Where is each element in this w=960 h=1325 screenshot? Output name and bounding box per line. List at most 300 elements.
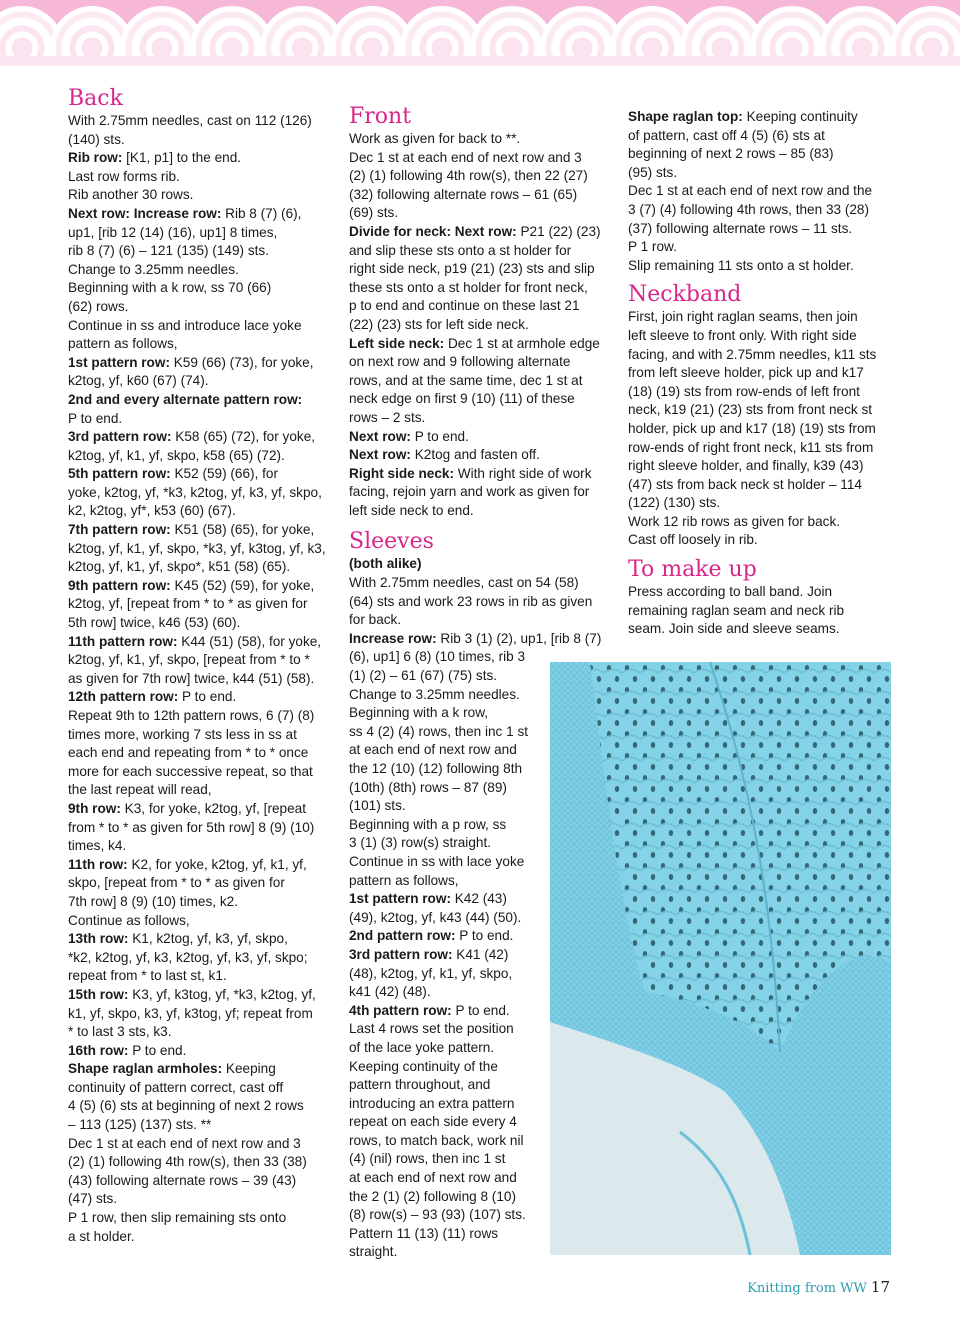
instruction-line	[68, 1209, 326, 1228]
instruction-line	[68, 577, 326, 596]
instruction-text: k41 (42) (48).	[349, 984, 431, 1000]
instruction-text: introducing an extra pattern	[349, 1095, 515, 1111]
instruction-label: 3rd pattern row:	[349, 946, 453, 962]
instruction-line	[349, 223, 601, 242]
sweater-photo	[550, 662, 891, 1255]
instruction-text: (43) following alternate rows – 39 (43)	[68, 1172, 297, 1188]
instruction-line	[68, 447, 326, 466]
instruction-line	[68, 614, 326, 633]
instruction-text: k2tog, yf, k1, yf, skpo*, k51 (58) (65).	[68, 559, 291, 575]
instruction-text: facing, rejoin yarn and work as given for	[349, 484, 590, 500]
instruction-text: (2) (1) following 4th row(s), then 22 (27)	[349, 168, 588, 184]
instruction-line	[68, 317, 326, 336]
instruction-text: rows – 2 sts.	[349, 409, 426, 425]
instruction-text: Keeping	[222, 1061, 276, 1077]
instruction-text: P to end.	[410, 428, 469, 444]
instruction-label: 9th row:	[68, 800, 121, 816]
instruction-text: – 113 (125) (137) sts. **	[68, 1117, 212, 1133]
instruction-line	[68, 893, 326, 912]
instruction-text: Dec 1 st at each end of next row and 3	[349, 149, 582, 165]
instruction-line	[68, 1005, 326, 1024]
instruction-line	[68, 149, 326, 168]
instruction-text: Keeping continuity	[742, 109, 858, 124]
instruction-text: on next row and 9 following alternate	[349, 354, 571, 370]
instruction-text: P to end.	[128, 1042, 187, 1058]
instruction-text: Pattern 11 (13) (11) rows	[349, 1225, 499, 1241]
instruction-text: K45 (52) (59), for yoke,	[170, 577, 315, 593]
instruction-line	[68, 1042, 326, 1061]
instruction-text: pattern throughout, and	[349, 1077, 491, 1093]
instruction-text: Beginning with a p row, ss	[349, 816, 507, 832]
instruction-line	[68, 1190, 326, 1209]
instruction-text: remaining raglan seam and neck rib	[628, 602, 845, 618]
instruction-text: Beginning with a k row,	[349, 705, 489, 721]
instruction-text: K42 (43)	[450, 891, 507, 907]
instruction-line	[628, 513, 876, 532]
instruction-line	[68, 781, 326, 800]
instruction-text: for back.	[349, 612, 402, 628]
instruction-label: 5th pattern row:	[68, 466, 171, 482]
instruction-line	[68, 521, 326, 540]
instruction-line	[68, 1135, 326, 1154]
instruction-line	[628, 220, 876, 239]
instruction-text: Work as given for back to **.	[349, 131, 521, 146]
instruction-text: 5th row] twice, k46 (53) (60).	[68, 615, 241, 631]
raglan-top-instructions	[628, 108, 876, 275]
instruction-text: (6), up1] 6 (8) (10 times, rib 3	[349, 649, 526, 665]
instruction-line	[68, 168, 326, 187]
instruction-text: (47) sts.	[68, 1191, 118, 1207]
instruction-text: (69) sts.	[349, 205, 399, 221]
instruction-line	[349, 446, 601, 465]
instruction-text: With 2.75mm needles, cast on 112 (126)	[68, 113, 312, 128]
instruction-text: right side neck, p19 (21) (23) sts and slip	[349, 261, 595, 277]
instruction-text: Last row forms rib.	[68, 168, 180, 184]
instruction-text: the last repeat will read,	[68, 782, 212, 798]
instruction-line	[68, 1097, 326, 1116]
instruction-text: at each end of next row and	[349, 742, 517, 758]
instruction-text: pattern as follows,	[349, 872, 459, 888]
instruction-text: (37) following alternate rows – 11 sts.	[628, 220, 853, 236]
make-up-instructions	[628, 583, 876, 639]
instruction-label: Divide for neck: Next row:	[349, 223, 517, 239]
instruction-text: from * to * as given for 5th row] 8 (9) (10)	[68, 819, 315, 835]
page-number: 17	[870, 1278, 890, 1296]
instruction-line	[628, 439, 876, 458]
instruction-line	[628, 620, 876, 639]
instruction-line	[628, 457, 876, 476]
instruction-text: Rib 8 (7) (6),	[221, 205, 302, 221]
instruction-line	[628, 145, 876, 164]
instruction-label: 3rd pattern row:	[68, 429, 172, 445]
instruction-line	[68, 428, 326, 447]
heading-front: Front	[349, 104, 412, 129]
instruction-label: 1st pattern row:	[349, 891, 451, 907]
instruction-text: k2tog, yf, k60 (67) (74).	[68, 373, 209, 389]
instruction-line	[68, 410, 326, 429]
instruction-text: k2tog, yf, [repeat from * to * as given for	[68, 596, 308, 612]
instruction-text: (32) following alternate rows – 61 (65)	[349, 186, 578, 202]
instruction-text: yoke, k2tog, yf, *k3, k2tog, yf, k3, yf, skpo,	[68, 484, 322, 500]
instruction-text: times, k4.	[68, 838, 127, 854]
instruction-text: Repeat 9th to 12th pattern rows, 6 (7) (8)	[68, 708, 315, 723]
instruction-line	[68, 912, 326, 931]
instruction-text: rib 8 (7) (6) – 121 (135) (149) sts.	[68, 243, 269, 259]
instruction-text: (140) sts.	[68, 131, 125, 147]
instruction-line	[68, 354, 326, 373]
instruction-line	[628, 602, 876, 621]
instruction-text: right sleeve holder, and finally, k39 (43)	[628, 458, 864, 474]
heading-sleeves: Sleeves	[349, 529, 434, 555]
instruction-text: Rib 3 (1) (2), up1, [rib 8 (7)	[436, 630, 602, 646]
instruction-text: p to end and continue on these last 21	[349, 298, 580, 314]
instruction-text: (18) (19) sts from row-ends of left front	[628, 383, 860, 399]
instruction-line	[68, 186, 326, 205]
instruction-text: straight.	[349, 1244, 398, 1260]
instruction-text: these sts onto a st holder for front neck,	[349, 279, 588, 295]
instruction-label: 9th pattern row:	[68, 577, 171, 593]
instruction-text: Beginning with a k row, ss 70 (66)	[68, 280, 272, 296]
instruction-text: (48), k2tog, yf, k1, yf, skpo,	[349, 965, 513, 981]
instruction-line	[68, 1060, 326, 1079]
instruction-text: K51 (58) (65), for yoke,	[170, 522, 315, 538]
instruction-line	[349, 186, 601, 205]
instruction-text: (10th) (8th) rows – 87 (89)	[349, 779, 507, 795]
instruction-line	[628, 346, 876, 365]
instruction-line	[349, 593, 601, 612]
instruction-line	[68, 763, 326, 782]
column-finishing	[628, 108, 876, 639]
instruction-line	[349, 409, 601, 428]
instruction-label: 13th row:	[68, 931, 129, 947]
instruction-line	[349, 574, 601, 593]
instruction-text: 3 (7) (4) following 4th rows, then 33 (28)	[628, 201, 870, 217]
instruction-label: Right side neck:	[349, 465, 454, 481]
instruction-label: Left side neck:	[349, 335, 445, 351]
instruction-label: Increase row:	[349, 630, 437, 646]
instruction-text: K52 (59) (66), for	[170, 466, 279, 482]
instruction-line	[628, 308, 876, 327]
instruction-label: 2nd and every alternate pattern row:	[68, 391, 303, 407]
instruction-label: 15th row:	[68, 986, 129, 1002]
instruction-text: facing, and with 2.75mm needles, k11 sts	[628, 346, 877, 362]
instruction-line	[68, 465, 326, 484]
instruction-text: P to end.	[451, 1002, 510, 1018]
instruction-line	[68, 502, 326, 521]
instruction-text: [K1, p1] to the end.	[122, 150, 242, 166]
lace-yoke-sweater-photo-icon	[550, 662, 891, 1255]
instruction-line	[628, 420, 876, 439]
instruction-text: up1, [rib 12 (14) (16), up1] 8 times,	[68, 224, 278, 240]
instruction-text: left side neck to end.	[349, 502, 474, 518]
page-footer	[747, 1278, 890, 1296]
instruction-text: Dec 1 st at each end of next row and 3	[68, 1135, 301, 1151]
instruction-text: Change to 3.25mm needles.	[68, 261, 239, 277]
instruction-line	[68, 744, 326, 763]
instruction-text: at each end of next row and	[349, 1170, 517, 1186]
instruction-line	[68, 224, 326, 243]
instruction-text: pattern as follows,	[68, 336, 178, 352]
instruction-line	[349, 167, 601, 186]
instruction-text: With right side of work	[454, 465, 592, 481]
instruction-label: Next row:	[349, 428, 411, 444]
instruction-line	[68, 930, 326, 949]
column-back	[68, 86, 326, 1246]
instruction-line	[628, 127, 876, 146]
instruction-text: K1, k2tog, yf, k3, yf, skpo,	[128, 931, 288, 947]
magazine-name: Knitting from WW	[747, 1281, 867, 1296]
instruction-line	[628, 401, 876, 420]
instruction-text: P to end.	[68, 410, 123, 426]
instruction-text: (1) (2) – 61 (67) (75) sts.	[349, 668, 498, 684]
instruction-text: Keeping continuity of the	[349, 1058, 498, 1074]
instruction-text: of pattern, cast off 4 (5) (6) sts at	[628, 127, 825, 143]
instruction-text: K59 (66) (73), for yoke,	[169, 354, 314, 370]
instruction-text: Continue as follows,	[68, 912, 190, 928]
instruction-text: Rib another 30 rows.	[68, 187, 194, 203]
instruction-text: continuity of pattern correct, cast off	[68, 1079, 284, 1095]
instruction-line	[349, 611, 601, 630]
instruction-line	[68, 131, 326, 150]
instruction-text: more for each successive repeat, so that	[68, 763, 313, 779]
instruction-line	[628, 494, 876, 513]
instruction-line	[68, 372, 326, 391]
instruction-line	[628, 108, 876, 127]
instruction-line	[628, 531, 876, 550]
instruction-line	[349, 353, 601, 372]
instruction-line	[68, 298, 326, 317]
instruction-line	[349, 204, 601, 223]
instruction-line	[68, 1153, 326, 1172]
heading-to-make-up: To make up	[628, 557, 757, 583]
instruction-line	[628, 164, 876, 183]
instruction-text: P 1 row, then slip remaining sts onto	[68, 1210, 287, 1226]
instruction-label: 12th pattern row:	[68, 689, 179, 705]
instruction-text: 7th row] 8 (9) (10) times, k2.	[68, 893, 238, 909]
instruction-label: 11th pattern row:	[68, 633, 178, 649]
instruction-text: repeat on each side every 4	[349, 1114, 517, 1130]
instruction-text: (2) (1) following 4th row(s), then 33 (38)	[68, 1154, 307, 1170]
instruction-line	[628, 383, 876, 402]
instruction-text: Dec 1 st at each end of next row and the	[628, 183, 873, 199]
instruction-text: neck, k19 (21) (23) sts from front neck st	[628, 402, 873, 418]
instruction-text: (64) sts and work 23 rows in rib as given	[349, 593, 593, 609]
instruction-text: beginning of next 2 rows – 85 (83)	[628, 146, 834, 162]
instruction-line	[349, 630, 601, 649]
instruction-line	[68, 800, 326, 819]
instruction-text: K44 (51) (58), for yoke,	[177, 633, 322, 649]
instruction-text: (8) row(s) – 93 (93) (107) sts.	[349, 1207, 526, 1223]
instruction-line	[628, 476, 876, 495]
instruction-line	[68, 1023, 326, 1042]
instruction-text: ss 4 (2) (4) rows, then inc 1 st	[349, 723, 529, 739]
heading-back: Back	[68, 86, 123, 111]
instruction-text: the 12 (10) (12) following 8th	[349, 761, 523, 776]
instruction-line	[349, 483, 601, 502]
instruction-line	[349, 390, 601, 409]
instruction-text: left sleeve to front only. With right side	[628, 327, 857, 343]
instruction-text: (122) (130) sts.	[628, 495, 721, 511]
instruction-text: rows, to match back, work nil	[349, 1132, 524, 1148]
instruction-text: the 2 (1) (2) following 8 (10)	[349, 1188, 516, 1204]
instruction-text: rows, and at the same time, dec 1 st at	[349, 372, 583, 388]
instruction-text: (95) sts.	[628, 164, 678, 180]
instruction-label: Rib row:	[68, 150, 123, 166]
instruction-line	[349, 428, 601, 447]
instruction-line	[68, 1116, 326, 1135]
instruction-text: K3, yf, k3tog, yf, *k3, k2tog, yf,	[128, 986, 316, 1002]
instruction-text: (62) rows.	[68, 298, 129, 314]
instruction-line	[68, 1172, 326, 1191]
instruction-text: (22) (23) sts for left side neck.	[349, 316, 529, 332]
instruction-line	[68, 1228, 326, 1247]
instruction-line	[628, 257, 876, 276]
instruction-line	[349, 555, 601, 574]
instruction-text: Press according to ball band. Join	[628, 584, 833, 600]
instruction-text: P 1 row.	[628, 239, 677, 255]
instruction-text: First, join right raglan seams, then join	[628, 309, 858, 325]
instruction-text: Change to 3.25mm needles.	[349, 686, 520, 702]
instruction-text: K41 (42)	[452, 946, 509, 962]
front-instructions	[349, 130, 601, 520]
instruction-line	[349, 242, 601, 261]
instruction-text: as given for 7th row] twice, k44 (51) (58).	[68, 670, 315, 686]
instruction-line	[68, 595, 326, 614]
instruction-label: 16th row:	[68, 1042, 129, 1058]
instruction-line	[68, 856, 326, 875]
instruction-line	[628, 182, 876, 201]
instruction-text: *k2, k2tog, yf, k3, k2tog, yf, k3, yf, skpo;	[68, 949, 308, 965]
instruction-line	[349, 279, 601, 298]
instruction-text: * to last 3 sts, k3.	[68, 1024, 172, 1040]
instruction-line	[68, 205, 326, 224]
instruction-label: 1st pattern row:	[68, 354, 170, 370]
instruction-text: row-ends of right front neck, k11 sts from	[628, 439, 874, 455]
instruction-line	[68, 670, 326, 689]
instruction-line	[68, 874, 326, 893]
instruction-text: k2tog, yf, k1, yf, skpo, k58 (65) (72).	[68, 447, 285, 463]
instruction-text: With 2.75mm needles, cast on 54 (58)	[349, 575, 579, 591]
instruction-line	[68, 242, 326, 261]
instruction-text: Work 12 rib rows as given for back.	[628, 513, 841, 529]
instruction-label: Shape raglan armholes:	[68, 1061, 223, 1077]
instruction-line	[68, 112, 326, 131]
instruction-text: Slip remaining 11 sts onto a st holder.	[628, 257, 854, 273]
instruction-text: P to end.	[455, 928, 514, 944]
instruction-line	[68, 261, 326, 280]
instruction-line	[68, 633, 326, 652]
instruction-text: times more, working 7 sts less in ss at	[68, 726, 297, 742]
heading-neckband: Neckband	[628, 282, 742, 308]
instruction-line	[68, 688, 326, 707]
instruction-line	[349, 372, 601, 391]
instruction-line	[349, 335, 601, 354]
instruction-text: Continue in ss with lace yoke	[349, 853, 525, 869]
instruction-line	[628, 583, 876, 602]
neckband-instructions	[628, 308, 876, 550]
instruction-line	[68, 949, 326, 968]
instruction-line	[68, 986, 326, 1005]
instruction-text: of the lace yoke pattern.	[349, 1039, 495, 1055]
instruction-text: holder, pick up and k17 (18) (19) sts from	[628, 420, 876, 436]
instruction-line	[68, 279, 326, 298]
instruction-label: Shape raglan top:	[628, 109, 743, 124]
instruction-label: 4th pattern row:	[349, 1002, 452, 1018]
instruction-line	[628, 201, 876, 220]
instruction-text: (47) sts from back neck st holder – 114	[628, 476, 862, 492]
instruction-text: Cast off loosely in rib.	[628, 532, 758, 548]
instruction-line	[68, 1079, 326, 1098]
instruction-text: P to end.	[178, 689, 237, 705]
instruction-text: k2tog, yf, k1, yf, skpo, [repeat from * to *	[68, 652, 310, 668]
instruction-line	[68, 335, 326, 354]
instruction-text: (49), k2tog, yf, k43 (44) (50).	[349, 909, 522, 925]
instruction-text: K58 (65) (72), for yoke,	[171, 429, 316, 445]
instruction-line	[68, 819, 326, 838]
instruction-line	[68, 558, 326, 577]
instruction-text: k2, k2tog, yf*, k53 (60) (67).	[68, 503, 236, 519]
instruction-label: 2nd pattern row:	[349, 928, 456, 944]
instruction-label: Next row: Increase row:	[68, 205, 222, 221]
instruction-text: Continue in ss and introduce lace yoke	[68, 317, 302, 333]
instruction-label: 11th row:	[68, 856, 128, 872]
instruction-text: neck edge on first 9 (10) (11) of these	[349, 391, 575, 407]
instruction-line	[349, 465, 601, 484]
instruction-line	[68, 967, 326, 986]
instruction-text: k2tog, yf, k1, yf, skpo, *k3, yf, k3tog, yf, k3,	[68, 540, 326, 556]
instruction-label: 7th pattern row:	[68, 522, 171, 538]
instruction-line	[68, 540, 326, 559]
instruction-text: (101) sts.	[349, 798, 406, 814]
instruction-text: (4) (nil) rows, then inc 1 st	[349, 1151, 506, 1167]
instruction-text: Last 4 rows set the position	[349, 1021, 514, 1037]
instruction-text: a st holder.	[68, 1228, 135, 1244]
instruction-line	[349, 260, 601, 279]
instruction-line	[68, 837, 326, 856]
instruction-text: each end and repeating from * to * once	[68, 745, 309, 761]
instruction-label: Next row:	[349, 447, 411, 463]
instruction-line	[68, 707, 326, 726]
instruction-text: Dec 1 st at armhole edge	[444, 335, 600, 351]
instruction-label: (both alike)	[349, 556, 422, 572]
lace-border	[0, 0, 960, 66]
instruction-line	[349, 149, 601, 168]
instruction-line	[68, 391, 326, 410]
instruction-line	[349, 130, 601, 149]
back-instructions	[68, 112, 326, 1246]
instruction-text: 3 (1) (3) row(s) straight.	[349, 835, 492, 851]
instruction-line	[68, 484, 326, 503]
instruction-line	[349, 297, 601, 316]
instruction-line	[68, 726, 326, 745]
instruction-line	[349, 316, 601, 335]
instruction-text: 4 (5) (6) sts at beginning of next 2 rows	[68, 1098, 304, 1114]
instruction-text: P21 (22) (23)	[516, 223, 601, 239]
instruction-text: k1, yf, skpo, k3, yf, k3tog, yf; repeat from	[68, 1005, 313, 1021]
instruction-text: K2, for yoke, k2tog, yf, k1, yf,	[127, 856, 307, 872]
instruction-text: skpo, [repeat from * to * as given for	[68, 875, 285, 891]
instruction-text: repeat from * to last st, k1.	[68, 968, 227, 984]
instruction-line	[628, 327, 876, 346]
instruction-text: from left sleeve holder, pick up and k17	[628, 365, 864, 381]
instruction-text: K2tog and fasten off.	[410, 447, 540, 463]
instruction-line	[68, 651, 326, 670]
instruction-text: seam. Join side and sleeve seams.	[628, 621, 840, 637]
instruction-line	[628, 364, 876, 383]
instruction-line	[349, 502, 601, 521]
instruction-text: and slip these sts onto a st holder for	[349, 242, 572, 258]
instruction-text: K3, for yoke, k2tog, yf, [repeat	[120, 800, 306, 816]
